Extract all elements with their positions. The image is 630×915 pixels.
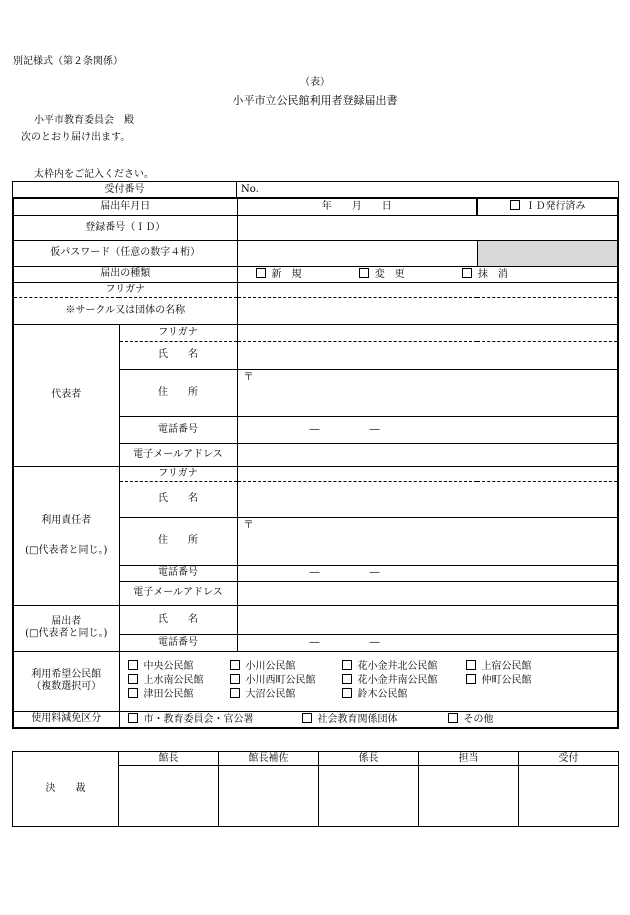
notifier-phone-label: 電話番号 bbox=[119, 634, 237, 651]
hall-name: 小川西町公民館 bbox=[245, 675, 316, 686]
rep-name-field[interactable] bbox=[237, 341, 618, 369]
checkbox-change[interactable] bbox=[359, 268, 369, 278]
manager-furigana-label: フリガナ bbox=[119, 466, 237, 481]
approval-seal-chief[interactable] bbox=[319, 766, 419, 827]
manager-email-label: 電子メールアドレス bbox=[119, 581, 237, 605]
rep-furigana-field[interactable] bbox=[237, 324, 618, 341]
hall-option[interactable] bbox=[128, 660, 230, 674]
hall-name: 大沼公民館 bbox=[245, 689, 296, 700]
manager-email-field[interactable] bbox=[237, 581, 618, 605]
hall-name: 花小金井北公民館 bbox=[357, 661, 438, 672]
hall-checkbox[interactable] bbox=[230, 688, 240, 698]
type-delete-text: 抹 消 bbox=[477, 268, 508, 280]
hall-option[interactable] bbox=[466, 660, 532, 674]
manager-same-as-rep[interactable]: (□代表者と同じ。) bbox=[25, 544, 108, 556]
approval-seal-deputy[interactable] bbox=[219, 766, 319, 827]
fee-option[interactable] bbox=[128, 713, 302, 726]
manager-label-cell bbox=[13, 466, 119, 605]
hall-checkbox[interactable] bbox=[342, 674, 352, 684]
receipt-table bbox=[12, 181, 619, 198]
approval-seal-director[interactable] bbox=[119, 766, 219, 827]
password-label: 仮パスワード（任意の数字４桁） bbox=[13, 240, 237, 266]
manager-address-field[interactable] bbox=[237, 517, 618, 565]
hall-option[interactable] bbox=[230, 674, 342, 688]
checkbox-new[interactable] bbox=[256, 268, 266, 278]
hall-checkbox[interactable] bbox=[128, 660, 138, 670]
rep-phone-label: 電話番号 bbox=[119, 416, 237, 443]
hall-checkbox[interactable] bbox=[128, 674, 138, 684]
form-side-label: （表） bbox=[300, 77, 330, 88]
hall-option[interactable] bbox=[128, 688, 230, 702]
hall-checkbox[interactable] bbox=[128, 688, 138, 698]
notifier-label-cell bbox=[13, 605, 119, 651]
hall-sub-label: （複数選択可） bbox=[31, 681, 102, 692]
hall-checkbox[interactable] bbox=[466, 674, 476, 684]
password-shaded-cell bbox=[477, 240, 618, 266]
circle-name-field[interactable] bbox=[237, 297, 618, 324]
type-label: 届出の種類 bbox=[13, 266, 237, 282]
receipt-number-field[interactable]: No. bbox=[237, 182, 619, 198]
hall-checkbox[interactable] bbox=[342, 660, 352, 670]
notifier-phone-dashes: ― ― bbox=[309, 636, 380, 648]
fee-option[interactable] bbox=[302, 713, 448, 726]
hall-row-1 bbox=[128, 660, 618, 674]
approval-table bbox=[12, 751, 619, 827]
type-options bbox=[237, 266, 618, 282]
hall-option[interactable] bbox=[342, 688, 408, 702]
hall-name: 中央公民館 bbox=[143, 661, 194, 672]
fee-checkbox[interactable] bbox=[128, 713, 138, 723]
id-issued-text: ＩＤ発行済み bbox=[525, 201, 586, 213]
type-delete-option[interactable] bbox=[462, 268, 508, 281]
notifier-same-as-rep[interactable]: (□代表者と同じ。) bbox=[25, 628, 108, 639]
approval-col-reception: 受付 bbox=[519, 752, 619, 766]
rep-phone-dashes: ― ― bbox=[309, 423, 380, 435]
hall-row-2 bbox=[128, 674, 618, 688]
hall-option[interactable] bbox=[342, 674, 466, 688]
hall-checkbox[interactable] bbox=[230, 660, 240, 670]
manager-phone-field[interactable] bbox=[237, 565, 618, 581]
rep-name-label: 氏 名 bbox=[119, 341, 237, 369]
rep-email-label: 電子メールアドレス bbox=[119, 443, 237, 466]
reg-id-label: 登録番号（ＩＤ） bbox=[13, 215, 237, 240]
approval-col-director: 館長 bbox=[119, 752, 219, 766]
intro-text: 次のとおり届け出ます。 bbox=[21, 132, 131, 143]
hall-name: 仲町公民館 bbox=[481, 675, 532, 686]
hall-checkbox[interactable] bbox=[342, 688, 352, 698]
fee-option-text: 社会教育関係団体 bbox=[317, 713, 398, 725]
notifier-phone-field[interactable] bbox=[237, 634, 618, 651]
approval-col-deputy: 館長補佐 bbox=[219, 752, 319, 766]
type-change-option[interactable] bbox=[359, 268, 459, 281]
hall-name: 津田公民館 bbox=[143, 689, 194, 700]
manager-name-label: 氏 名 bbox=[119, 481, 237, 517]
hall-option[interactable] bbox=[230, 688, 342, 702]
hall-name: 花小金井南公民館 bbox=[357, 675, 438, 686]
approval-label: 決 裁 bbox=[13, 752, 119, 827]
rep-address-field[interactable] bbox=[237, 369, 618, 416]
manager-furigana-field[interactable] bbox=[237, 466, 618, 481]
fee-options bbox=[119, 711, 618, 728]
rep-address-label: 住 所 bbox=[119, 369, 237, 416]
type-new-text: 新 規 bbox=[271, 268, 302, 280]
type-new-option[interactable] bbox=[256, 268, 356, 281]
rep-furigana-label: フリガナ bbox=[119, 324, 237, 341]
date-label: 届出年月日 bbox=[13, 198, 237, 215]
hall-row-3 bbox=[128, 688, 618, 702]
id-issued-checkbox[interactable] bbox=[510, 200, 520, 210]
rep-email-field[interactable] bbox=[237, 443, 618, 466]
manager-name-field[interactable] bbox=[237, 481, 618, 517]
hall-option[interactable] bbox=[230, 660, 342, 674]
notifier-name-label: 氏 名 bbox=[119, 605, 237, 634]
notifier-label: 届出者 bbox=[51, 616, 82, 627]
hall-options bbox=[119, 651, 618, 711]
id-issued-option[interactable] bbox=[477, 198, 618, 215]
annex-label: 別記様式（第２条関係） bbox=[13, 56, 123, 67]
hall-option[interactable] bbox=[128, 674, 230, 688]
hall-label-cell bbox=[13, 651, 119, 711]
type-change-text: 変 更 bbox=[374, 268, 405, 280]
fee-option[interactable] bbox=[448, 713, 494, 726]
manager-postal-mark: 〒 bbox=[243, 519, 254, 531]
circle-furigana-field[interactable] bbox=[237, 282, 618, 297]
fee-label: 使用料減免区分 bbox=[13, 711, 119, 728]
checkbox-delete[interactable] bbox=[462, 268, 472, 278]
manager-address-label: 住 所 bbox=[119, 517, 237, 565]
hall-option[interactable] bbox=[466, 674, 532, 688]
hall-name: 鈴木公民館 bbox=[357, 689, 408, 700]
hall-name: 小川公民館 bbox=[245, 661, 296, 672]
rep-phone-field[interactable] bbox=[237, 416, 618, 443]
hall-name: 上水南公民館 bbox=[143, 675, 204, 686]
fee-checkbox[interactable] bbox=[302, 713, 312, 723]
notifier-name-field[interactable] bbox=[237, 605, 618, 634]
approval-col-staff: 担当 bbox=[419, 752, 519, 766]
hall-checkbox[interactable] bbox=[466, 660, 476, 670]
hall-checkbox[interactable] bbox=[230, 674, 240, 684]
fee-option-text: その他 bbox=[463, 713, 494, 725]
circle-furigana-label: フリガナ bbox=[13, 282, 237, 297]
approval-seal-staff[interactable] bbox=[419, 766, 519, 827]
date-field[interactable]: 年 月 日 bbox=[237, 198, 477, 215]
addressee: 小平市教育委員会 殿 bbox=[34, 115, 134, 126]
manager-phone-label: 電話番号 bbox=[119, 565, 237, 581]
reg-id-field[interactable] bbox=[237, 215, 618, 240]
instruction-text: 太枠内をご記入ください。 bbox=[34, 169, 154, 180]
registration-table bbox=[12, 197, 619, 729]
hall-label: 利用希望公民館 bbox=[31, 669, 102, 680]
form-title: 小平市立公民館利用者登録届出書 bbox=[232, 94, 398, 107]
manager-phone-dashes: ― ― bbox=[309, 567, 380, 578]
hall-option[interactable] bbox=[342, 660, 466, 674]
manager-label: 利用責任者 bbox=[41, 514, 92, 526]
receipt-label: 受付番号 bbox=[13, 182, 237, 198]
representative-label: 代表者 bbox=[13, 324, 119, 466]
password-field[interactable] bbox=[237, 240, 477, 266]
fee-option-text: 市・教育委員会・官公署 bbox=[143, 713, 254, 725]
approval-col-chief: 係長 bbox=[319, 752, 419, 766]
circle-name-label: ※サークル又は団体の名称 bbox=[13, 297, 237, 324]
fee-checkbox[interactable] bbox=[448, 713, 458, 723]
approval-seal-reception[interactable] bbox=[519, 766, 619, 827]
hall-name: 上宿公民館 bbox=[481, 661, 532, 672]
rep-postal-mark: 〒 bbox=[243, 371, 254, 383]
